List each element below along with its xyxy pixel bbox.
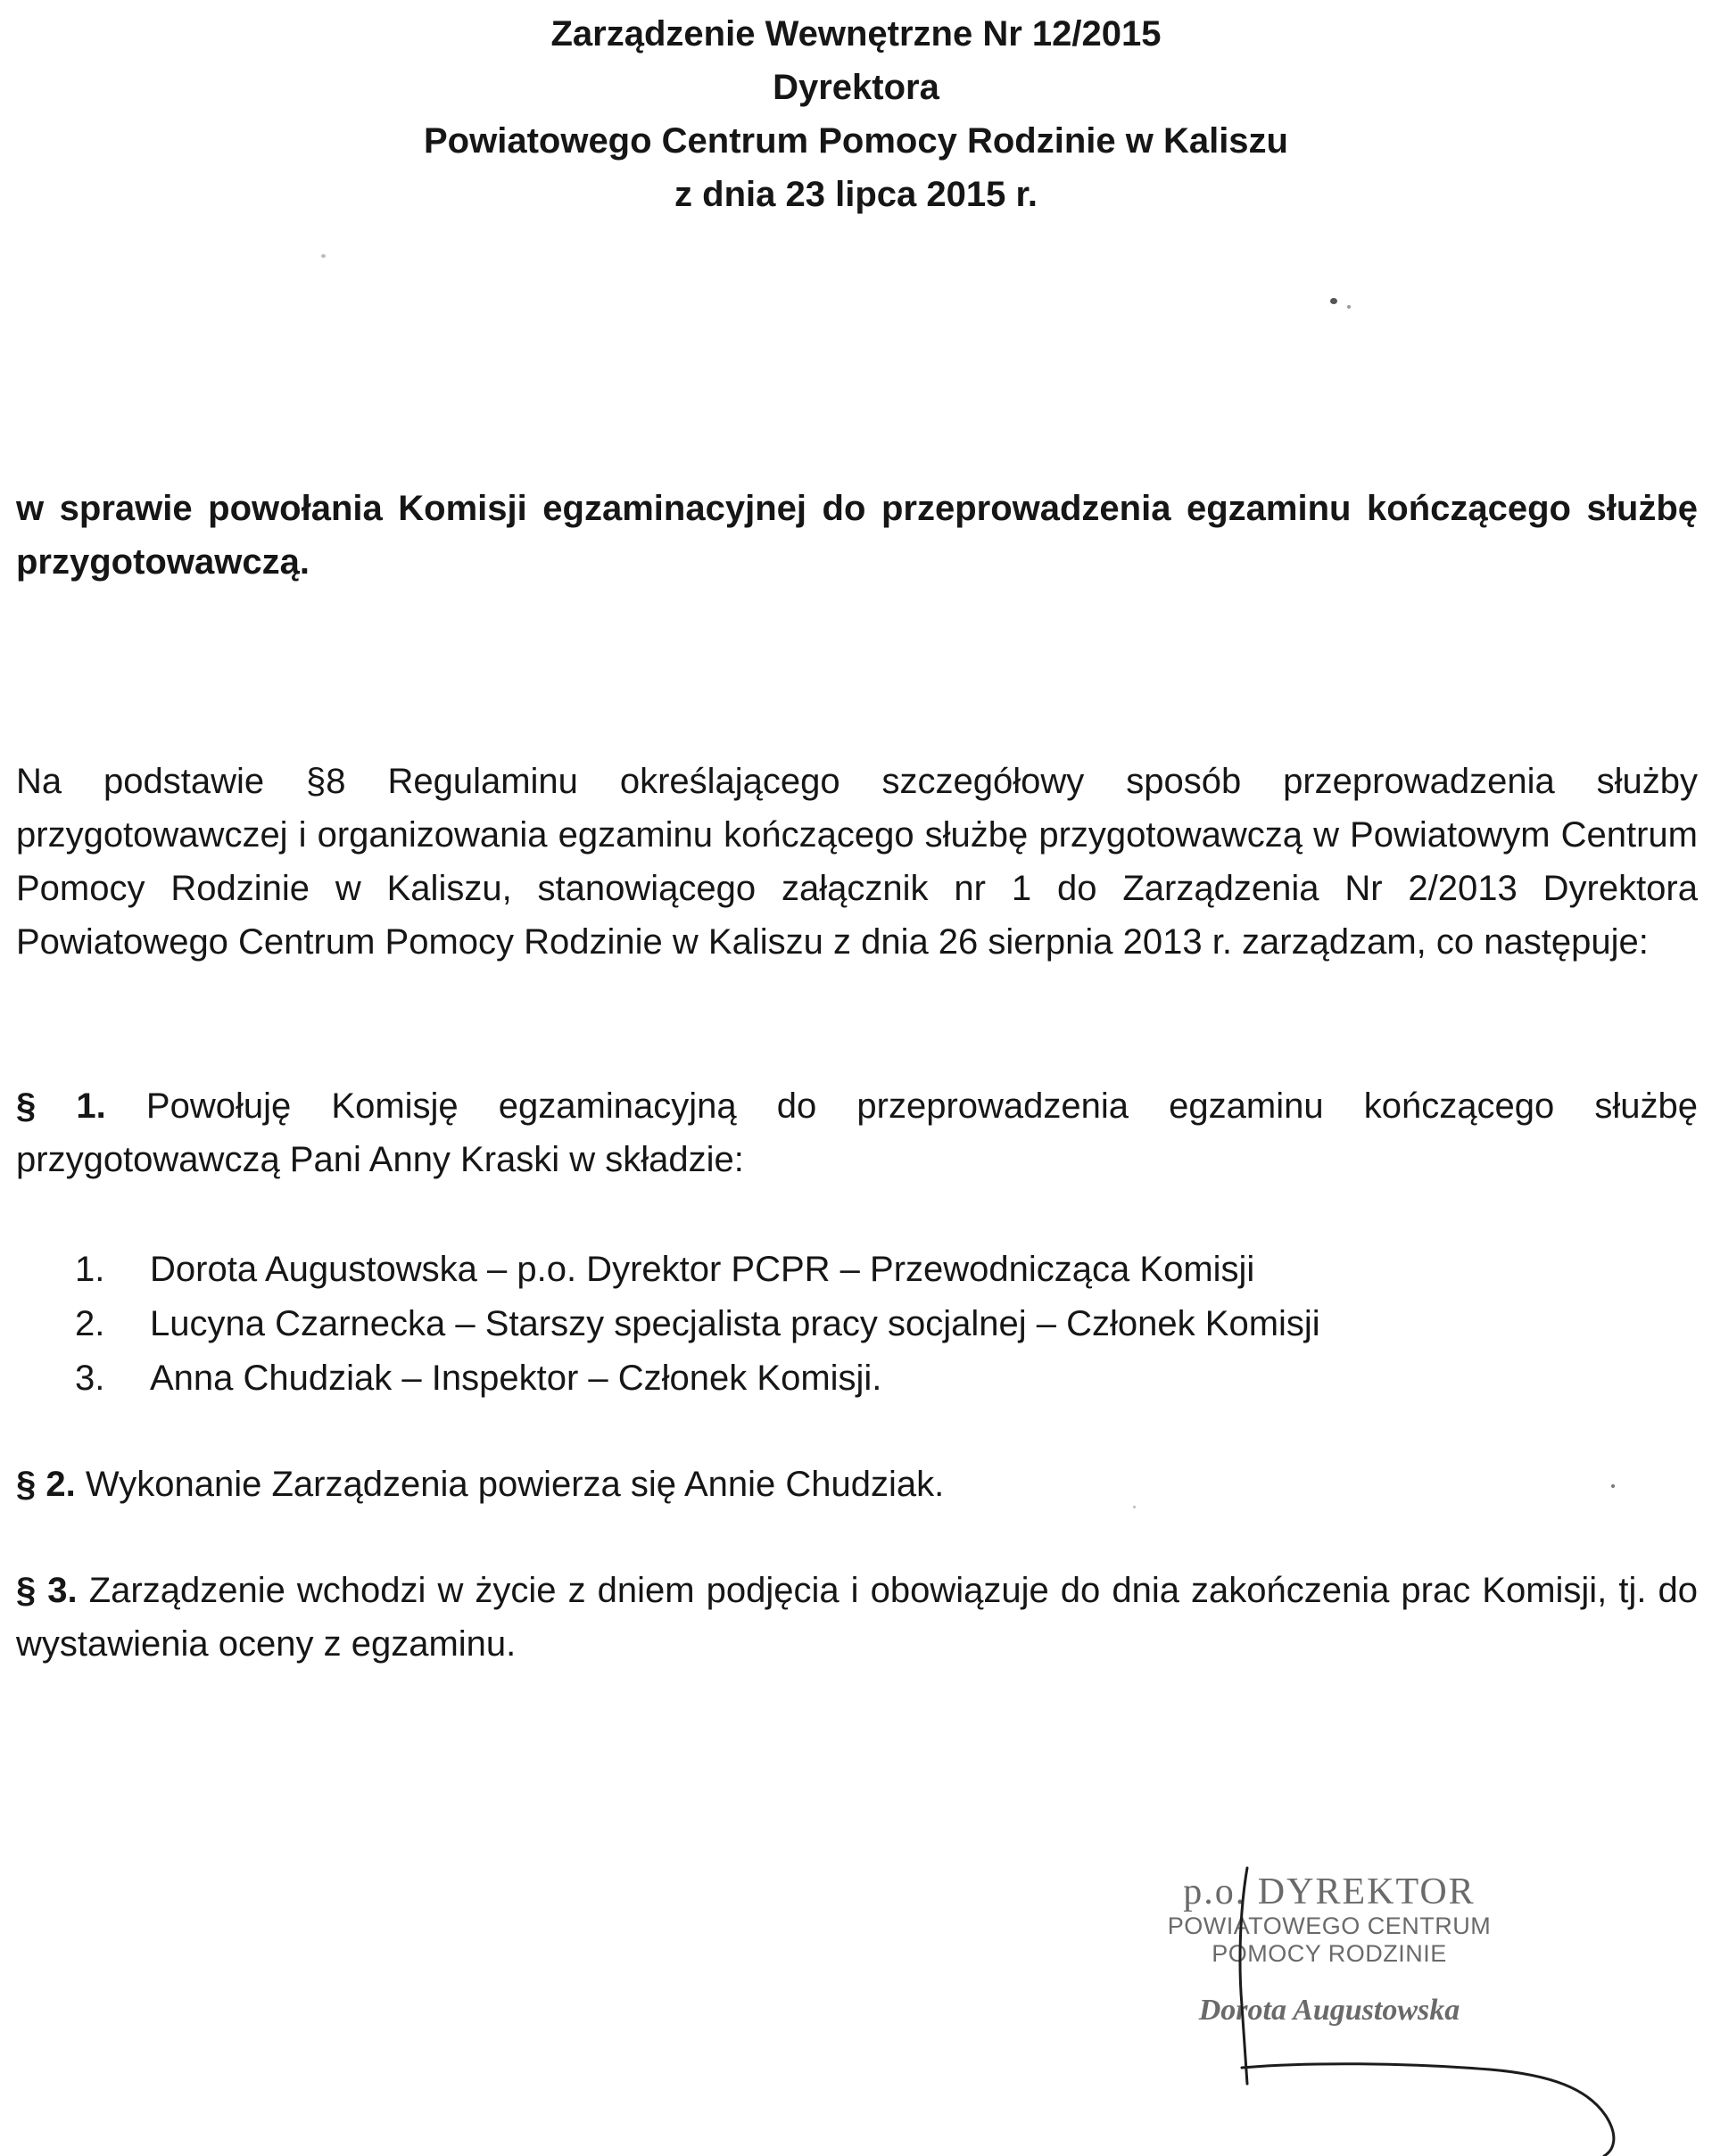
section-1-text: Powołuję Komisję egzaminacyjną do przeprowadzenia egzaminu kończącego służbę przygotowawczą Pani Anny Kraski w składzie: [16,1086,1699,1179]
list-item [75,1297,1320,1351]
scan-speck [321,254,326,258]
scan-speck [1133,1506,1136,1508]
section-3-text: Zarządzenie wchodzi w życie z dniem podjęcia i obowiązuje do dnia zakończenia prac Komisji, tj. do wystawienia oceny z egzaminu. [16,1571,1698,1664]
document-subject: w sprawie powołania Komisji egzaminacyjnej do przeprowadzenia egzaminu kończącego służbę przygotowawczą. [16,489,1698,582]
list-item [75,1243,1320,1297]
list-item-number: 3. [75,1359,105,1398]
document-header [0,7,1712,221]
scan-speck [1330,298,1337,304]
section-2-text: Wykonanie Zarządzenia powierza się Annie Chudziak. [85,1465,945,1504]
committee-members-list [75,1243,1320,1406]
handwritten-signature [1195,1855,1695,2156]
document-title: Zarządzenie Wewnętrzne Nr 12/2015 [550,14,1162,54]
list-item-number: 2. [75,1304,105,1343]
list-item-text: Dorota Augustowska – p.o. Dyrektor PCPR – Przewodnicząca Komisji [150,1250,1255,1289]
section-3 [16,1564,1698,1671]
scan-speck [1347,305,1351,309]
list-item-number: 1. [75,1250,105,1289]
list-item-text: Lucyna Czarnecka – Starszy specjalista pracy socjalnej – Członek Komisji [150,1304,1320,1343]
stamp-institution-line-2: POMOCY RODZINIE [1212,1940,1447,1967]
stamp-title: p.o. DYREKTOR [1183,1871,1476,1912]
section-1-label: § 1. [16,1086,106,1126]
stamp-signatory-name: Dorota Augustowska [1198,1994,1460,2027]
section-2 [16,1458,1698,1511]
section-2-label: § 2. [16,1465,76,1504]
list-item-text: Anna Chudziak – Inspektor – Członek Komisji. [150,1359,882,1398]
section-1 [16,1079,1698,1186]
issuer-role: Dyrektora [773,68,939,107]
list-item [75,1351,1320,1406]
legal-basis-paragraph: Na podstawie §8 Regulaminu określającego szczegółowy sposób przeprowadzenia służby przygotowawczej i organizowania egzaminu kończącego służbę przygotowawczą w Powiatowym Centrum Pomocy Rodzinie w Kaliszu, stanowiącego załącznik nr 1 do Zarządzenia Nr 2/2013 Dyrektora Powiatowego Centrum Pomocy Rodzinie w Kaliszu z dnia 26 sierpnia 2013 r. zarządzam, co następuje: [16,762,1698,962]
scan-speck [1611,1484,1615,1488]
section-3-label: § 3. [16,1571,78,1610]
document-date: z dnia 23 lipca 2015 r. [674,175,1038,214]
stamp-institution-line-1: POWIATOWEGO CENTRUM [1167,1912,1492,1939]
issuer-institution: Powiatowego Centrum Pomocy Rodzinie w Kaliszu [423,121,1288,161]
